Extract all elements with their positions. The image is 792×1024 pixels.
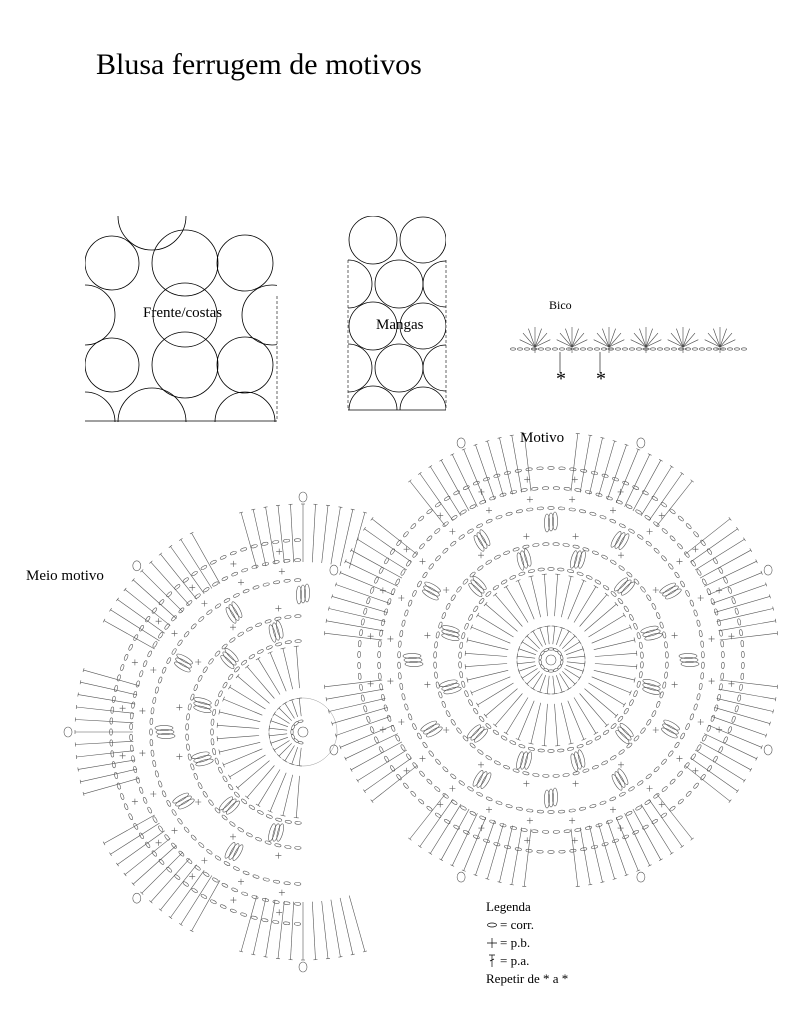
front-back-label: Frente/costas: [143, 305, 223, 321]
edging-label: Bico: [549, 298, 572, 312]
legend-chain-text: = corr.: [500, 917, 535, 932]
double-crochet-icon: [486, 954, 498, 968]
sleeves-label: Mangas: [376, 317, 424, 333]
repeat-end-asterisk: *: [596, 368, 606, 390]
single-crochet-icon: [486, 937, 498, 949]
page-title: Blusa ferrugem de motivos: [96, 48, 422, 81]
legend-title: Legenda: [486, 899, 531, 914]
repeat-start-asterisk: *: [556, 368, 566, 390]
motif-chart: [324, 433, 777, 886]
legend: [486, 898, 568, 988]
half-motif-label: Meio motivo: [26, 568, 104, 584]
edging-chart: [510, 327, 746, 373]
legend-single-crochet-text: = p.b.: [500, 935, 531, 950]
legend-chain: [486, 916, 568, 934]
motif-label: Motivo: [520, 430, 565, 446]
legend-double-crochet-text: = p.a.: [500, 953, 530, 968]
chain-stitch-icon: [486, 920, 498, 930]
half-motif-chart: [64, 492, 367, 972]
legend-single-crochet: [486, 934, 568, 952]
legend-repeat: Repetir de * a *: [486, 971, 569, 986]
legend-double-crochet: [486, 952, 568, 970]
